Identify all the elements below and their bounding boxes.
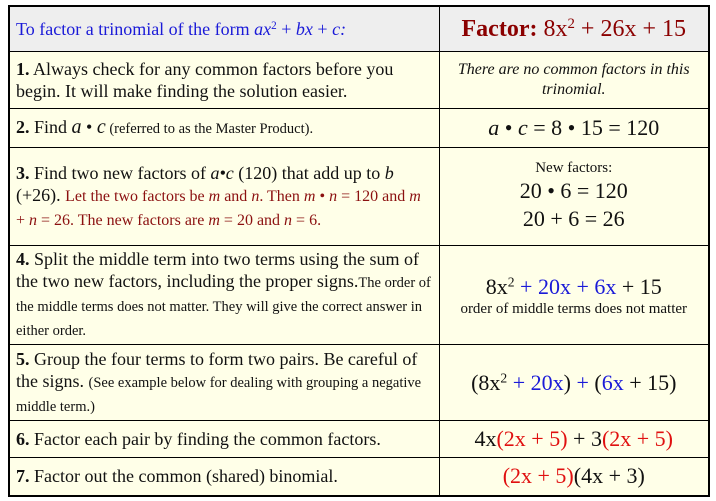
header-prefix: To factor a trinomial of the form <box>16 18 255 39</box>
problem-term-1: 8x <box>537 15 568 42</box>
factoring-steps-table <box>8 5 710 497</box>
step-number: 5. <box>16 348 30 369</box>
factor-label: Factor: <box>461 15 538 42</box>
exponent: 2 <box>507 274 515 289</box>
step-3-result <box>439 148 709 246</box>
table-header-row <box>9 6 709 52</box>
var-c: c <box>517 115 528 140</box>
step-1-result: There are no common factors in this trinomial. <box>439 52 709 109</box>
detail-text: and <box>220 187 252 205</box>
group-2-open: ( <box>594 369 602 395</box>
step-number: 4. <box>16 249 30 269</box>
term-1: 8x <box>485 273 508 299</box>
binomial-1: (2x + 5) <box>496 426 568 451</box>
step-4-result <box>439 246 709 345</box>
var-m: m <box>208 187 221 205</box>
step-number: 3. <box>16 162 30 183</box>
table-row-step-3 <box>9 148 709 246</box>
middle-terms: + 20x + 6x <box>514 273 617 299</box>
var-ac: a•c <box>210 162 234 183</box>
var-a: a <box>71 116 82 138</box>
step-2-instruction <box>9 109 439 148</box>
remaining-factor: (4x + 3) <box>573 463 645 489</box>
detail-text: + <box>16 211 30 229</box>
step-text: Factor out the common (shared) binomial. <box>29 466 338 487</box>
step-number: 7. <box>16 466 30 487</box>
plus: + <box>570 369 595 395</box>
constant-term: + 15 <box>616 273 662 299</box>
header-problem <box>439 6 709 52</box>
step-note: (See example below for dealing with grouping a negative middle term.) <box>16 374 422 415</box>
new-factors-label: New factors: <box>535 160 613 176</box>
formula-bx: bx <box>295 18 313 39</box>
step-text: Group the four terms to form two pairs. Be careful of the signs. <box>16 348 418 391</box>
step-text: Find two new factors of <box>29 162 211 183</box>
detail-text: = 20 and <box>219 211 285 229</box>
group-1-start: (8x <box>471 369 501 395</box>
group-1-close: ) <box>563 369 571 395</box>
step-6-instruction <box>9 421 439 458</box>
problem-rest: + 26x + 15 <box>574 15 686 42</box>
formula-c: c <box>332 18 341 39</box>
step-note: The order of the middle terms does not matter. They will give the correct answer in either order. <box>16 275 431 339</box>
var-a: a <box>488 115 500 140</box>
var-c: c <box>96 116 106 138</box>
detail-text: = 120 and <box>337 187 410 205</box>
step-number: 1. <box>16 59 30 79</box>
step-text: Find <box>29 117 72 137</box>
step-text-3: (+26). <box>16 184 66 205</box>
formula-exponent: 2 <box>271 19 277 32</box>
dot: • <box>81 117 97 137</box>
step-3-detail <box>16 188 421 229</box>
step-4-instruction <box>9 246 439 345</box>
step-3-instruction <box>9 148 439 246</box>
step-text: Always check for any common factors before you begin. It will make finding the solution easier. <box>16 59 394 101</box>
detail-text: • <box>315 187 330 205</box>
problem-exponent: 2 <box>567 15 575 32</box>
group-1-middle: + 20x <box>507 369 564 395</box>
formula-plus: + <box>276 18 296 39</box>
var-n: n <box>251 187 260 205</box>
var-b: b <box>384 162 394 183</box>
table-row-step-5 <box>9 345 709 421</box>
detail-text: Let the two factors be <box>65 187 209 205</box>
var-m: m <box>409 187 421 205</box>
sum-check: 20 + 6 = 26 <box>522 206 625 231</box>
header-instructions <box>9 6 439 52</box>
master-product: = 8 • 15 = 120 <box>527 115 660 140</box>
gcf-2: + 3 <box>567 426 602 451</box>
formula-ax: ax <box>254 18 272 39</box>
step-text-2: (120) that add up to <box>233 162 385 183</box>
product-check: 20 • 6 = 120 <box>519 178 628 203</box>
step-7-instruction <box>9 458 439 496</box>
dot: • <box>499 115 518 140</box>
var-m: m <box>303 187 316 205</box>
table-row-step-7 <box>9 458 709 496</box>
order-caption: order of middle terms does not matter <box>460 300 688 317</box>
binomial-2: (2x + 5) <box>601 426 674 451</box>
step-number: 2. <box>16 117 30 137</box>
split-expression <box>446 273 703 301</box>
detail-text: = 6. <box>292 211 322 229</box>
step-1-instruction <box>9 52 439 109</box>
group-2-middle: 6x <box>601 369 624 395</box>
step-5-instruction <box>9 345 439 421</box>
step-number: 6. <box>16 429 30 449</box>
step-7-result <box>439 458 709 496</box>
table-row-step-1 <box>9 52 709 109</box>
table-row-step-6 <box>9 421 709 458</box>
formula-colon: : <box>340 18 347 39</box>
var-n: n <box>29 211 38 229</box>
gcf-1: 4x <box>474 426 497 451</box>
step-2-result <box>439 109 709 148</box>
var-m: m <box>208 211 220 229</box>
formula-plus-2: + <box>312 18 333 39</box>
var-n: n <box>329 187 338 205</box>
step-text: Split the middle term into two terms using the sum of the two new factors, including the proper signs. <box>16 249 419 291</box>
step-5-result <box>439 345 709 421</box>
step-note: (referred to as the Master Product). <box>105 121 314 137</box>
var-n: n <box>284 211 293 229</box>
detail-text: = 26. The new factors are <box>37 211 209 229</box>
step-text: Factor each pair by finding the common factors. <box>29 429 381 449</box>
detail-text: . Then <box>259 187 304 205</box>
common-binomial: (2x + 5) <box>502 463 574 489</box>
exponent: 2 <box>500 370 508 385</box>
table-row-step-4 <box>9 246 709 345</box>
step-6-result <box>439 421 709 458</box>
table-row-step-2 <box>9 109 709 148</box>
group-2-rest: + 15) <box>623 369 677 395</box>
